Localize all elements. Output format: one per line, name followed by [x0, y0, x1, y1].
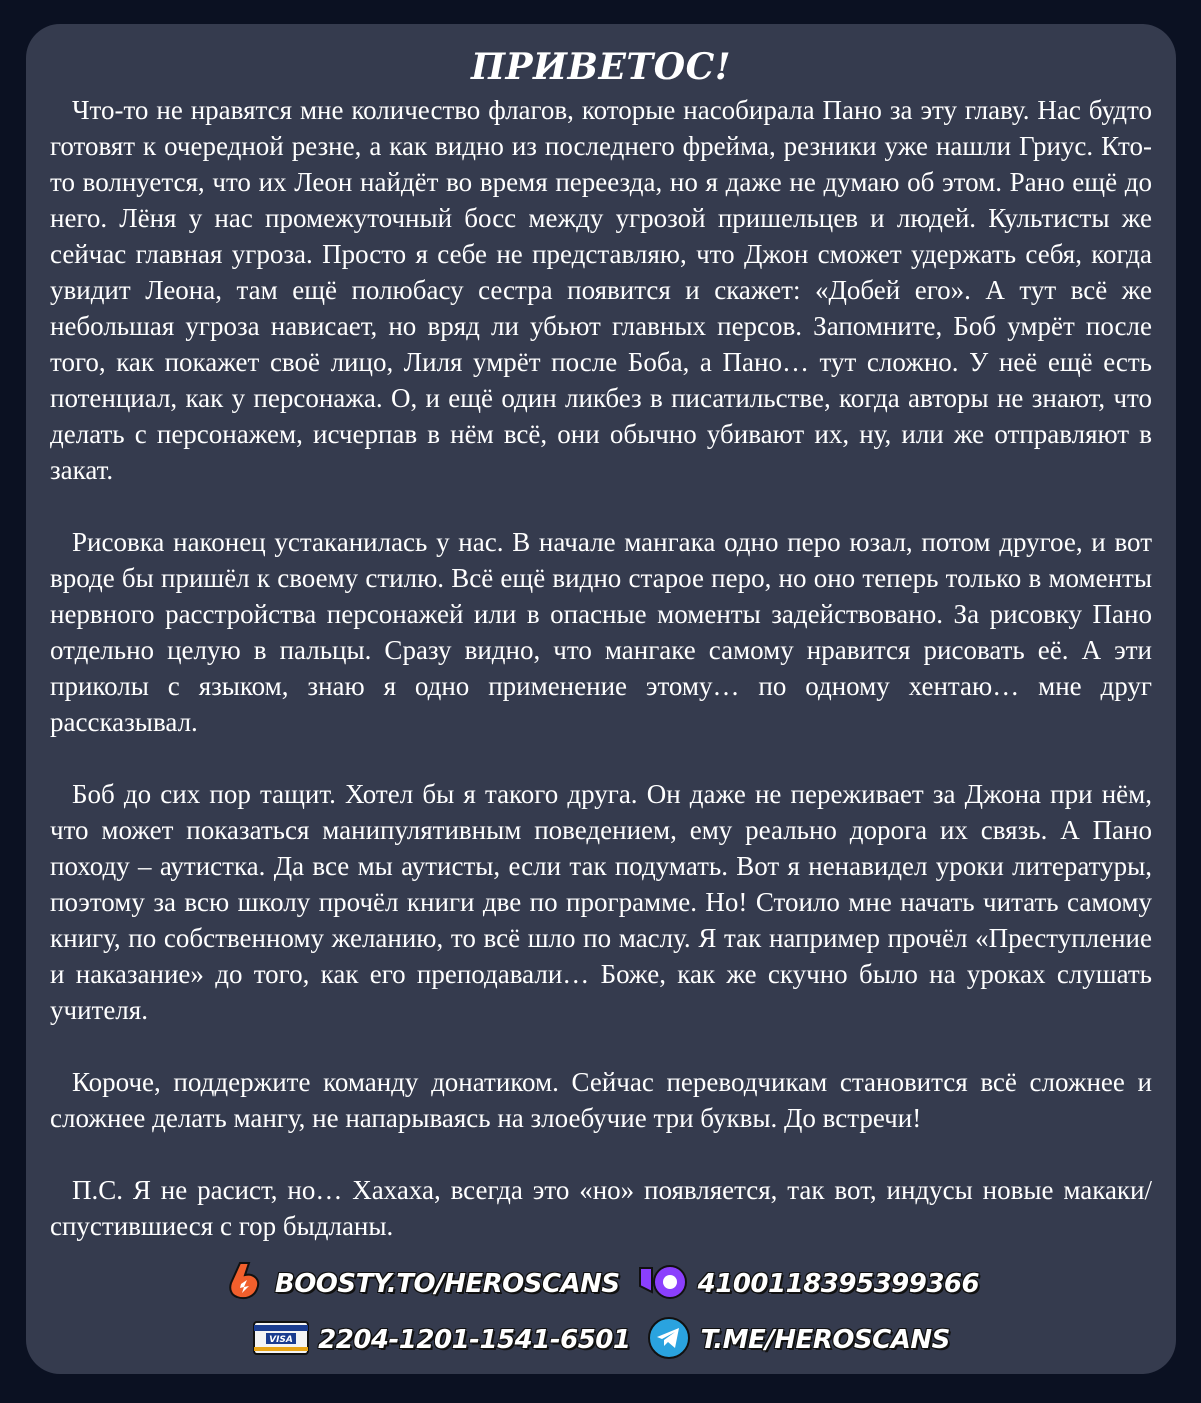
info-card — [26, 24, 1176, 1374]
telegram-link[interactable] — [646, 1315, 949, 1366]
boosty-icon — [223, 1260, 267, 1309]
card-number: 2204-1201-1541-6501 — [318, 1325, 631, 1355]
paragraph: Что-то не нравятся мне количество флагов, которые насобирала Пано за эту главу. Нас будто готовят к очередной резне, а как видно из последнего фрейма, резники уже нашли Гриус. Кто-то волнуется, что их Леон найдёт во время переезда, но я даже не думаю об этом. Рано ещё до него. Лёня у нас промежуточный босс между угрозой пришельцев и людей. Культисты же сейчас главная угроза. Просто я себе не представляю, что Джон сможет удержать себя, когда увидит Леона, там ещё полюбасу сестра появится и скажет: «Добей его». А тут всё же небольшая угроза нависает, но вряд ли убьют главных персов. Запомните, Боб умрёт после того, как покажет своё лицо, Лиля умрёт после Боба, а Пано… тут сложно. У неё ещё есть потенциал, как у персонажа. О, и ещё один ликбез в писатильстве, когда авторы не знают, что делать с персонажем, исчерпав в нём всё, они обычно убивают их, ну, или же отправляют в закат. — [50, 95, 1152, 485]
visa-card-icon — [252, 1319, 310, 1362]
links-row-2 — [26, 1316, 1176, 1364]
page-title: ПРИВЕТОС! — [470, 46, 732, 88]
paragraph: Рисовка наконец устаканилась у нас. В начале мангака одно перо юзал, потом другое, и вот вроде бы пришёл к своему стилю. Всё ещё видно старое перо, но оно теперь только в моменты нервного расстройства персонажей или в опасные моменты задействовано. За рисовку Пано отдельно целую в пальцы. Сразу видно, что мангаке самому нравится рисовать её. А эти приколы с языком, знаю я одно применение этому… по одному хентаю… мне друг рассказывал. — [50, 527, 1152, 737]
links-row-1 — [26, 1260, 1176, 1308]
visa-card-label: VISA — [269, 1334, 294, 1345]
paragraph: Короче, поддержите команду донатиком. Сейчас переводчикам становится всё сложнее и сложнее делать мангу, не напарываясь на злоебучие три буквы. До встречи! — [50, 1067, 1152, 1133]
article-body — [50, 92, 1152, 1244]
boosty-link-text: BOOSTY.TO/HEROSCANS — [274, 1269, 620, 1299]
telegram-link-text: T.ME/HEROSCANS — [700, 1325, 950, 1355]
boosty-link[interactable] — [223, 1260, 620, 1309]
card-link[interactable] — [252, 1319, 630, 1362]
yoomoney-link[interactable] — [636, 1262, 979, 1307]
paragraph: Боб до сих пор тащит. Хотел бы я такого друга. Он даже не переживает за Джона при нём, что может показаться манипулятивным поведением, ему реально дорога их связь. А Пано походу – аутистка. Да все мы аутисты, если так подумать. Вот я ненавидел уроки литературы, поэтому за всю школу прочёл книги две по программе. Но! Стоило мне начать читать самому книгу, по собственному желанию, то всё шло по маслу. Я так например прочёл «Преступление и наказание» до того, как его преподавали… Боже, как же скучно было на уроках слушать учителя. — [50, 779, 1152, 1025]
donation-links — [26, 1260, 1176, 1372]
yoomoney-icon — [636, 1262, 690, 1307]
telegram-icon — [646, 1315, 692, 1366]
yoomoney-number: 4100118395399366 — [697, 1269, 980, 1299]
paragraph: П.С. Я не расист, но… Хахаха, всегда это «но» появляется, так вот, индусы новые макаки/спустившиеся с гор быдланы. — [50, 1175, 1152, 1241]
